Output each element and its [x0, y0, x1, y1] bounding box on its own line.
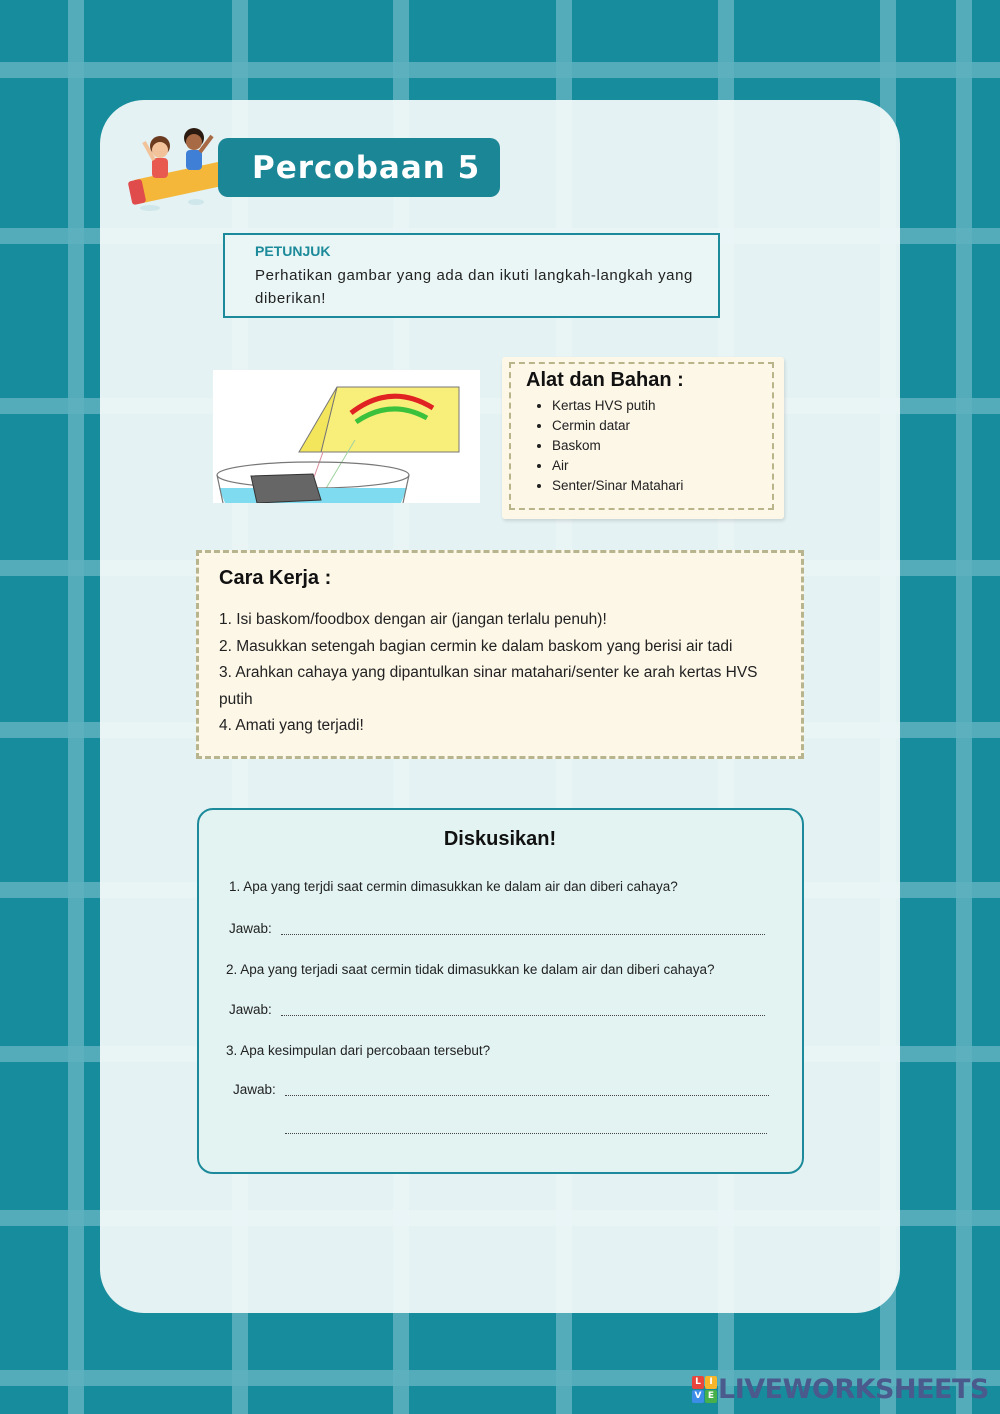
instruction-label: PETUNJUK: [255, 243, 331, 259]
discussion-box: [197, 808, 804, 1174]
experiment-illustration: [213, 370, 480, 503]
page-title: Percobaan 5: [252, 150, 481, 186]
procedure-step: 3. Arahkan cahaya yang dipantulkan sinar matahari/senter ke arah kertas HVS putih: [219, 664, 758, 708]
procedure-steps: [219, 607, 779, 740]
procedure-step: 1. Isi baskom/foodbox dengan air (jangan terlalu penuh)!: [219, 611, 607, 628]
answer-field-2[interactable]: [281, 1015, 765, 1016]
materials-item: • Baskom: [552, 436, 683, 456]
procedure-step: 2. Masukkan setengah bagian cermin ke dalam baskom yang berisi air tadi: [219, 637, 733, 655]
liveworksheets-brand[interactable]: [692, 1373, 989, 1405]
liveworksheets-logo-icon: L I V E: [692, 1376, 716, 1402]
answer-label: Jawab:: [229, 1002, 272, 1017]
procedure-title: Cara Kerja :: [219, 567, 332, 589]
answer-label: Jawab:: [229, 921, 272, 936]
discussion-question: 1. Apa yang terjdi saat cermin dimasukkan ke dalam air dan diberi cahaya?: [229, 879, 678, 894]
answer-label: Jawab:: [233, 1082, 276, 1097]
materials-item: • Senter/Sinar Matahari: [552, 476, 683, 496]
materials-item: • Cermin datar: [552, 416, 683, 436]
answer-field-3[interactable]: [285, 1095, 769, 1096]
discussion-question: 3. Apa kesimpulan dari percobaan tersebut?: [226, 1043, 491, 1058]
materials-title: Alat dan Bahan :: [526, 369, 684, 391]
discussion-question: 2. Apa yang terjadi saat cermin tidak dimasukkan ke dalam air dan diberi cahaya?: [226, 962, 715, 977]
materials-item: • Kertas HVS putih: [552, 396, 683, 416]
answer-field-1[interactable]: [281, 934, 765, 935]
materials-item: • Air: [552, 456, 683, 476]
instruction-text: Perhatikan gambar yang ada dan ikuti langkah-langkah yang diberikan!: [255, 267, 693, 307]
materials-list: [532, 396, 683, 496]
answer-field-3-line-2[interactable]: [285, 1133, 767, 1134]
liveworksheets-wordmark: LIVEWORKSHEETS: [718, 1373, 989, 1405]
procedure-step: 4. Amati yang terjadi!: [219, 717, 364, 734]
discussion-title: Diskusikan!: [443, 828, 557, 850]
